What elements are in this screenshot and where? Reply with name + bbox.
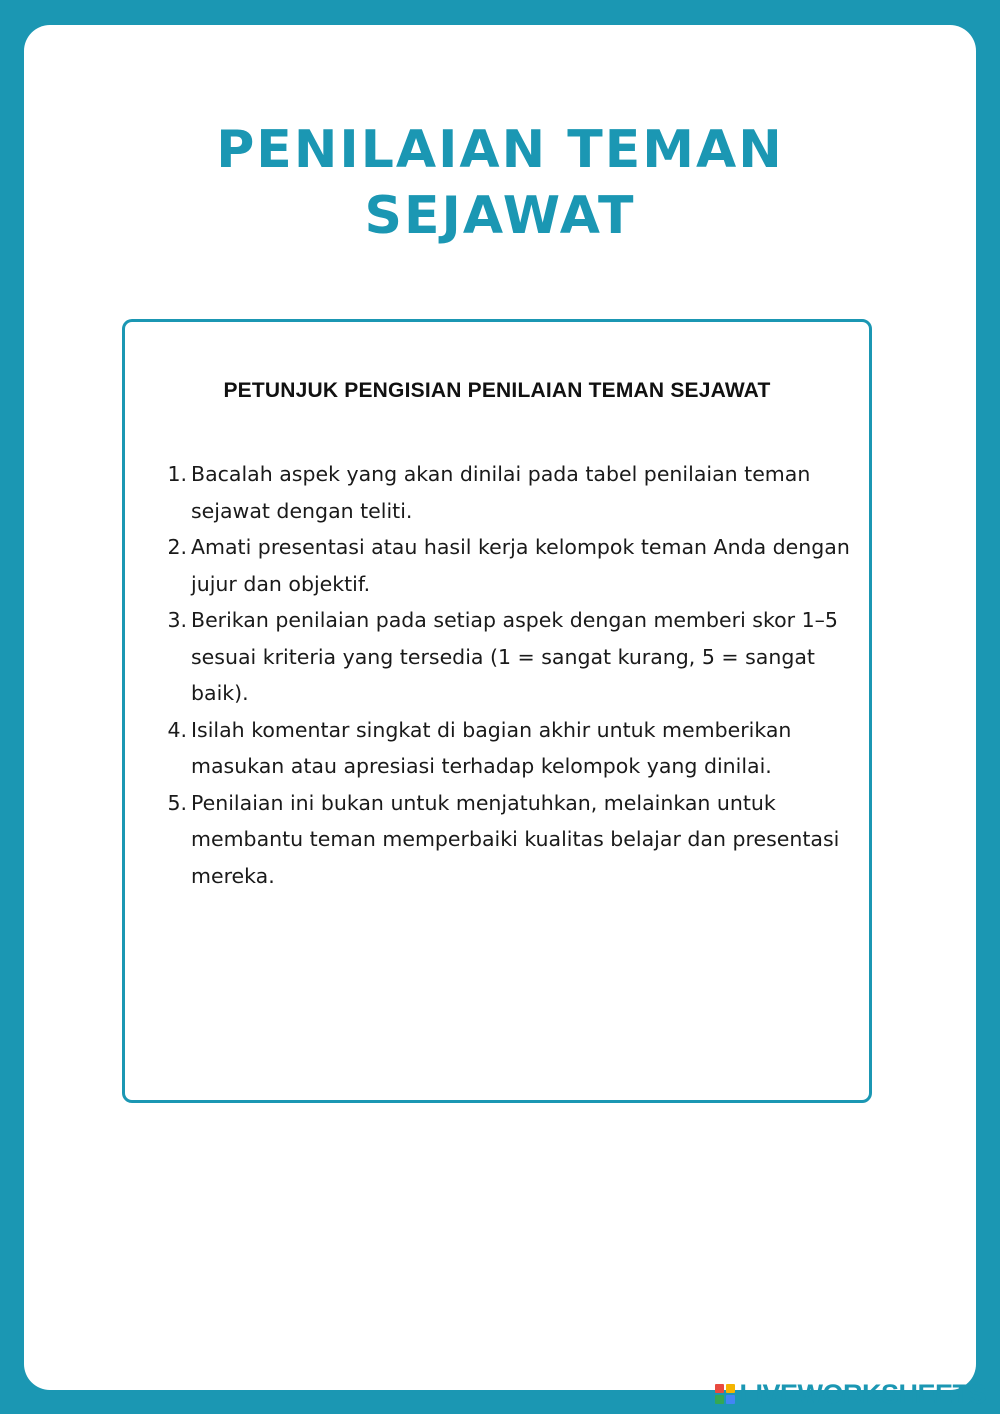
instruction-item-4 bbox=[165, 712, 855, 785]
page-title bbox=[24, 117, 976, 249]
instruction-text: Berikan penilaian pada setiap aspek dengan memberi skor 1–5 sesuai kriteria yang tersedia (1 = sangat kurang, 5 = sangat baik). bbox=[191, 608, 838, 705]
instructions-list bbox=[165, 456, 855, 894]
instruction-number: 1. bbox=[167, 462, 187, 486]
instruction-item-5 bbox=[165, 785, 855, 895]
instruction-number: 2. bbox=[167, 535, 187, 559]
instruction-number: 3. bbox=[167, 608, 187, 632]
liveworksheets-logo-icon bbox=[715, 1384, 735, 1404]
instruction-text: Amati presentasi atau hasil kerja kelompok teman Anda dengan jujur dan objektif. bbox=[191, 535, 850, 596]
instruction-item-2 bbox=[165, 529, 855, 602]
instruction-text: Bacalah aspek yang akan dinilai pada tabel penilaian teman sejawat dengan teliti. bbox=[191, 462, 811, 523]
logo-square-red bbox=[715, 1384, 724, 1393]
page-title-line-1: PENILAIAN TEMAN bbox=[216, 120, 784, 180]
instruction-text: Penilaian ini bukan untuk menjatuhkan, melainkan untuk membantu teman memperbaiki kualitas belajar dan presentasi mereka. bbox=[191, 790, 840, 888]
instructions-heading: PETUNJUK PENGISIAN PENILAIAN TEMAN SEJAWAT bbox=[223, 379, 771, 402]
instruction-item-1 bbox=[165, 456, 855, 529]
instruction-item-3 bbox=[165, 602, 855, 712]
worksheet-page bbox=[24, 25, 976, 1390]
logo-square-green bbox=[715, 1395, 724, 1404]
logo-square-blue bbox=[726, 1395, 735, 1404]
page-title-line-2: SEJAWAT bbox=[364, 186, 636, 246]
watermark-text: LIVEWORKSHEETS bbox=[739, 1378, 986, 1409]
instruction-number: 4. bbox=[167, 717, 187, 742]
liveworksheets-watermark bbox=[715, 1380, 986, 1408]
instruction-number: 5. bbox=[167, 790, 187, 815]
instructions-box bbox=[122, 319, 872, 1103]
instruction-text: Isilah komentar singkat di bagian akhir untuk memberikan masukan atau apresiasi terhadap kelompok yang dinilai. bbox=[191, 717, 792, 778]
logo-square-yellow bbox=[726, 1384, 735, 1393]
